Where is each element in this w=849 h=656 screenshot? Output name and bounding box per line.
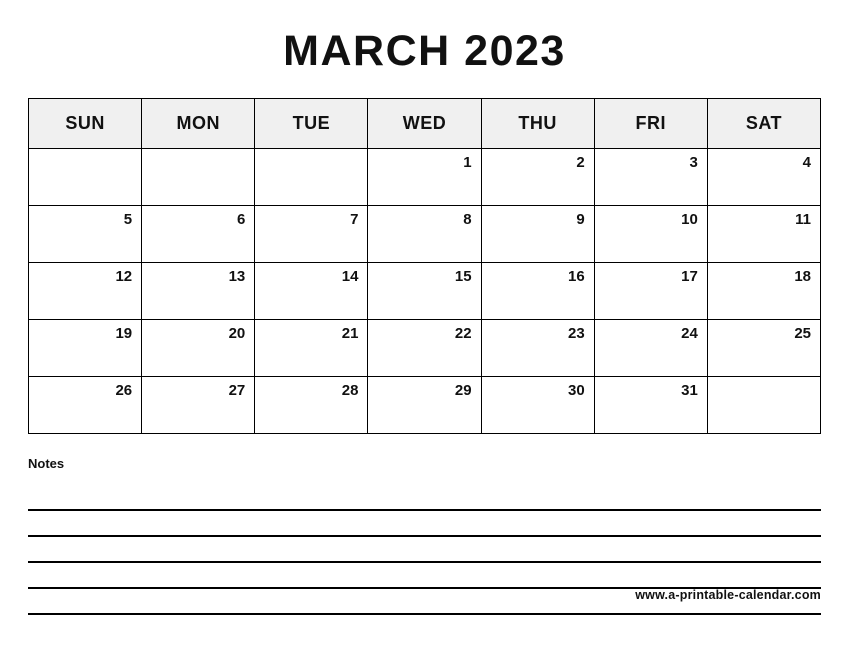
calendar-day-cell[interactable]	[368, 377, 481, 434]
day-number	[708, 377, 820, 383]
calendar-day-cell[interactable]	[707, 320, 820, 377]
calendar-day-cell[interactable]	[707, 377, 820, 434]
calendar-day-cell[interactable]	[255, 263, 368, 320]
calendar-day-cell[interactable]	[481, 377, 594, 434]
calendar-day-cell[interactable]	[255, 377, 368, 434]
day-number: 24	[681, 325, 698, 342]
calendar-day-cell[interactable]	[142, 263, 255, 320]
day-number: 19	[115, 325, 133, 342]
weekday-header-tue: TUE	[255, 99, 368, 149]
calendar-day-cell[interactable]	[594, 149, 707, 206]
weekday-header-thu: THU	[481, 99, 594, 149]
calendar-day-cell[interactable]	[142, 206, 255, 263]
calendar-day-cell[interactable]	[29, 377, 142, 434]
day-number: 13	[228, 268, 246, 285]
day-number: 18	[794, 268, 811, 285]
day-number: 20	[228, 325, 246, 342]
calendar-day-cell[interactable]	[594, 263, 707, 320]
calendar-day-cell[interactable]	[29, 206, 142, 263]
calendar-day-cell[interactable]	[255, 320, 368, 377]
weekday-header-row	[29, 99, 821, 149]
day-number: 23	[568, 325, 585, 342]
calendar-day-cell[interactable]	[29, 320, 142, 377]
calendar-day-cell[interactable]	[481, 320, 594, 377]
weekday-header-wed: WED	[368, 99, 481, 149]
calendar-day-cell[interactable]	[29, 263, 142, 320]
day-number: 30	[568, 382, 585, 399]
calendar-day-cell[interactable]	[142, 320, 255, 377]
day-number: 14	[341, 268, 359, 285]
notes-line[interactable]	[28, 563, 821, 589]
day-number: 28	[341, 382, 359, 399]
calendar-day-cell[interactable]	[142, 149, 255, 206]
day-number: 4	[802, 154, 811, 171]
day-number: 15	[454, 268, 472, 285]
calendar-grid	[28, 98, 821, 434]
day-number: 25	[794, 325, 811, 342]
calendar-week-row	[29, 206, 821, 263]
day-number	[255, 149, 367, 155]
website-url: www.a-printable-calendar.com	[635, 588, 821, 602]
calendar-day-cell[interactable]	[368, 149, 481, 206]
day-number: 31	[681, 382, 698, 399]
day-number: 6	[236, 211, 246, 228]
day-number: 10	[681, 211, 698, 228]
day-number	[142, 149, 254, 155]
calendar-day-cell[interactable]	[707, 206, 820, 263]
calendar-day-cell[interactable]	[142, 377, 255, 434]
day-number: 9	[576, 211, 585, 228]
notes-line[interactable]	[28, 537, 821, 563]
day-number: 16	[568, 268, 585, 285]
notes-line[interactable]	[28, 485, 821, 511]
day-number: 22	[454, 325, 472, 342]
day-number: 21	[341, 325, 359, 342]
calendar-week-row	[29, 149, 821, 206]
day-number: 8	[463, 211, 472, 228]
day-number	[29, 149, 141, 155]
day-number: 11	[795, 211, 811, 228]
calendar-day-cell[interactable]	[481, 263, 594, 320]
weekday-header-fri: FRI	[594, 99, 707, 149]
notes-label: Notes	[28, 456, 65, 471]
calendar-day-cell[interactable]	[368, 320, 481, 377]
calendar-day-cell[interactable]	[368, 263, 481, 320]
day-number: 2	[576, 154, 585, 171]
weekday-header-sat: SAT	[707, 99, 820, 149]
weekday-header-mon: MON	[142, 99, 255, 149]
day-number: 29	[454, 382, 472, 399]
notes-line[interactable]	[28, 511, 821, 537]
calendar-day-cell[interactable]	[481, 149, 594, 206]
calendar-day-cell[interactable]	[255, 149, 368, 206]
day-number: 17	[681, 268, 698, 285]
calendar-day-cell[interactable]	[594, 320, 707, 377]
calendar-day-cell[interactable]	[368, 206, 481, 263]
day-number: 3	[689, 154, 698, 171]
calendar-week-row	[29, 377, 821, 434]
calendar-day-cell[interactable]	[594, 206, 707, 263]
weekday-header-sun: SUN	[29, 99, 142, 149]
calendar-day-cell[interactable]	[594, 377, 707, 434]
calendar-day-cell[interactable]	[707, 263, 820, 320]
day-number: 7	[350, 211, 359, 228]
calendar-week-row	[29, 320, 821, 377]
calendar-day-cell[interactable]	[255, 206, 368, 263]
day-number: 12	[115, 268, 133, 285]
page-title: MARCH 2023	[283, 27, 566, 75]
day-number: 26	[115, 382, 133, 399]
day-number: 5	[123, 211, 133, 228]
day-number: 27	[228, 382, 246, 399]
day-number: 1	[463, 154, 472, 171]
calendar-day-cell[interactable]	[29, 149, 142, 206]
calendar-day-cell[interactable]	[481, 206, 594, 263]
calendar-day-cell[interactable]	[707, 149, 820, 206]
calendar-week-row	[29, 263, 821, 320]
